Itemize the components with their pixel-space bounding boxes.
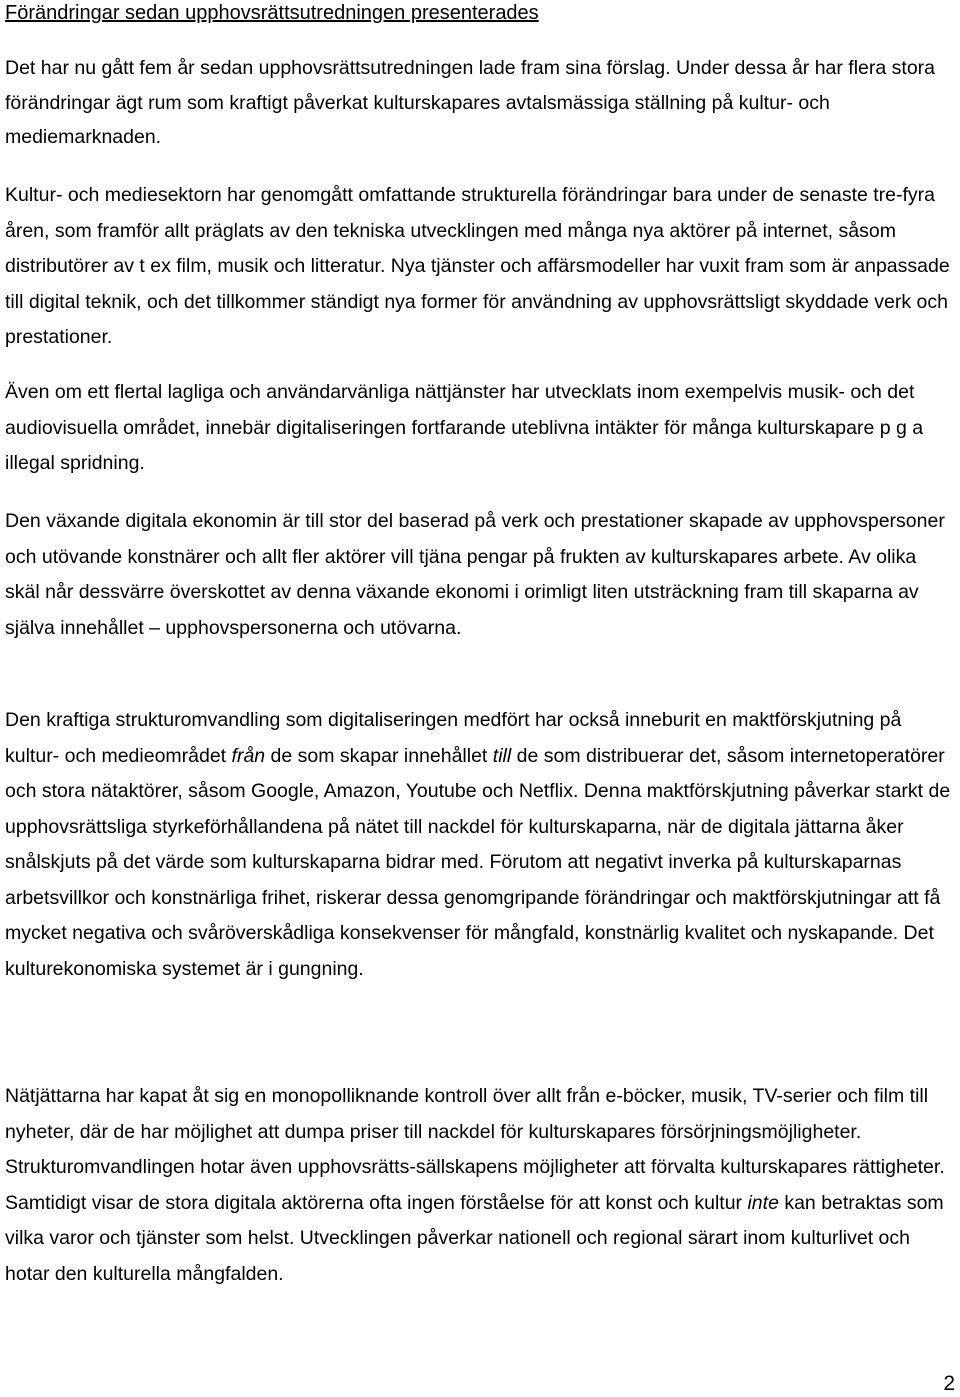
page-number: 2 <box>943 1372 955 1395</box>
paragraph-power-shift-text-1: Den kraftiga strukturomvandling som digitaliseringen medfört har också inneburit en maktförskjutning på kultur- och medieområdet <box>5 709 902 767</box>
paragraph-digital-economy: Den växande digitala ekonomin är till stor del baserad på verk och prestationer skapade av upphovspersoner och utövande konstnärer och allt fler aktörer vill tjäna pengar på frukten av kulturskapares arbete. Av olika skäl når dessvärre överskottet av denna växande ekonomi i orimligt liten utsträckning fram till skaparna av själva innehållet – upphovspersonerna och utövarna. <box>5 510 945 639</box>
paragraph-legal-services: Även om ett flertal lagliga och användarvänliga nättjänster har utvecklats inom exempelvis musik- och det audiovisuella området, innebär digitaliseringen fortfarande uteblivna intäkter för många kulturskapare p g a illegal spridning. <box>5 381 924 474</box>
paragraph-power-shift-text-2: de som skapar innehållet <box>265 744 493 767</box>
emphasis-till: till <box>492 744 512 767</box>
emphasis-inte: inte <box>747 1191 779 1214</box>
paragraph-structural-change: Kultur- och mediesektorn har genomgått omfattande strukturella förändringar bara under de senaste tre-fyra åren, som framför allt präglats av den tekniska utvecklingen med många nya aktörer på internet, såsom distributörer av t ex film, musik och litteratur. Nya tjänster och affärsmodeller har vuxit fram som är anpassade till digital teknik, och det tillkommer ständigt nya former för användning av upphovsrättsligt skyddade verk och prestationer. <box>5 184 950 348</box>
section-heading: Förändringar sedan upphovsrättsutredningen presenterades <box>5 2 539 24</box>
paragraph-net-giants-text-1: Nätjättarna har kapat åt sig en monopolliknande kontroll över allt från e-böcker, musik, TV-serier och film till nyheter, där de har möjlighet att dumpa priser till nackdel för kulturskapares försörjningsmöjligheter. Strukturomvandlingen hotar även upphovsrätts-sällskapens möjligheter att förvalta kulturskapares rättigheter. Samtidigt visar de stora digitala aktörerna ofta ingen förståelse för att konst och kultur <box>5 1085 945 1214</box>
paragraph-intro: Det har nu gått fem år sedan upphovsrättsutredningen lade fram sina förslag. Under dessa år har flera stora förändringar ägt rum som kraftigt påverkat kulturskapares avtalsmässiga ställning på kultur- och mediemarknaden. <box>5 57 936 148</box>
paragraph-net-giants-text-2: kan betraktas som vilka varor och tjänster som helst. Utvecklingen påverkar nationell och regional särart inom kulturlivet och hotar den kulturella mångfalden. <box>5 1191 944 1285</box>
paragraph-net-giants <box>5 1079 956 1292</box>
paragraph-power-shift-text-3: de som distribuerar det, såsom internetoperatörer och stora nätaktörer, såsom Google, Amazon, Youtube och Netflix. Denna maktförskjutning påverkar starkt de upphovsrättsliga styrkeförhållandena på nätet till nackdel för kulturskaparna, när de digitala jättarna åker snålskjuts på det värde som kulturskaparna bidrar med. Förutom att negativt inverka på kulturskaparnas arbetsvillkor och konstnärliga frihet, riskerar dessa genomgripande förändringar och maktförskjutningar att få mycket negativa och svåröverskådliga konsekvenser för mångfald, konstnärlig kvalitet och nyskapande. Det kulturekonomiska systemet är i gungning. <box>5 744 951 980</box>
emphasis-fran: från <box>231 744 266 767</box>
paragraph-power-shift <box>5 703 956 987</box>
